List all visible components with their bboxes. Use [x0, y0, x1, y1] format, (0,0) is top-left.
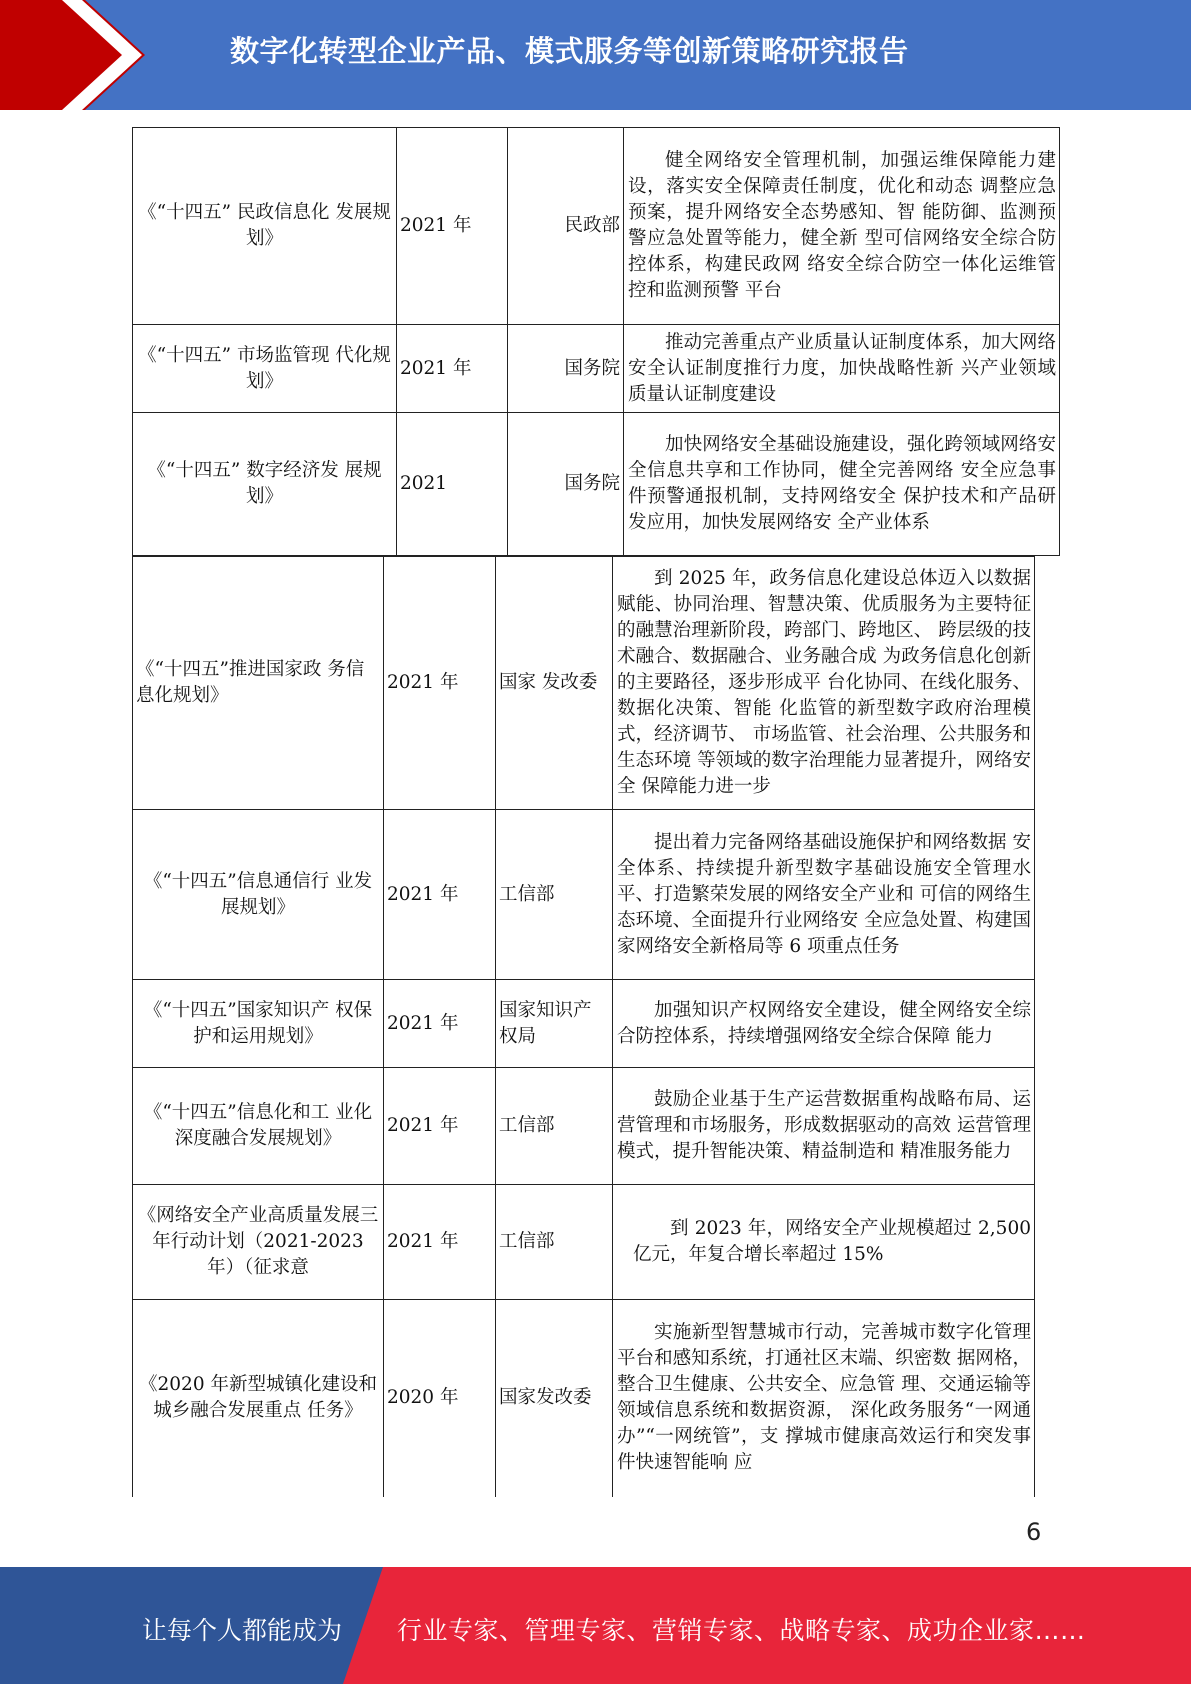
policy-name: 《“十四五” 市场监管现 代化规划》	[133, 325, 397, 413]
table-row	[133, 413, 1060, 556]
table-row	[133, 1300, 1035, 1497]
policy-table-top	[132, 127, 1060, 556]
policy-name: 《“十四五” 民政信息化 发展规划》	[133, 128, 397, 325]
policy-year: 2021 年	[384, 980, 496, 1068]
header-arrow-decoration	[0, 0, 150, 110]
policy-department: 工信部	[496, 1185, 613, 1300]
policy-description: 到 2025 年，政务信息化建设总体迈入以数据 赋能、协同治理、智慧决策、优质服务为主要特征的融慧治理新阶段，跨部门、跨地区、 跨层级的技术融合、数据融合、业务融合成 为政务信息化创新的主要路径，逐步形成平 台化协同、在线化服务、数据化决策、智能 化监管的新型数字政府治理模式，经济调节、 市场监管、社会治理、公共服务和生态环境 等领域的数字治理能力显著提升，网络安全 保障能力进一步	[613, 557, 1035, 810]
policy-department: 工信部	[496, 1068, 613, 1185]
policy-name: 《2020 年新型城镇化建设和城乡融合发展重点 任务》	[133, 1300, 384, 1497]
table-row	[133, 557, 1035, 810]
policy-description: 健全网络安全管理机制，加强运维保障能力建设，落实安全保障责任制度，优化和动态 调整应急预案，提升网络安全态势感知、智 能防御、监测预警应急处置等能力，健全新 型可信网络安全综合防控体系，构建民政网 络安全综合防空一体化运维管控和监测预警 平台	[624, 128, 1060, 325]
policy-department: 民政部	[508, 128, 624, 325]
policy-year: 2020 年	[384, 1300, 496, 1497]
table-row	[133, 810, 1035, 980]
policy-department: 国家 发改委	[496, 557, 613, 810]
table-row	[133, 1068, 1035, 1185]
policy-department: 国务院	[508, 413, 624, 556]
policy-department: 国家知识产权局	[496, 980, 613, 1068]
policy-year: 2021 年	[397, 128, 508, 325]
policy-department: 工信部	[496, 810, 613, 980]
policy-name: 《“十四五”国家知识产 权保护和运用规划》	[133, 980, 384, 1068]
policy-description: 提出着力完备网络基础设施保护和网络数据 安全体系、持续提升新型数字基础设施安全管理水平、打造繁荣发展的网络安全产业和 可信的网络生态环境、全面提升行业网络安 全应急处置、构建国家网络安全新格局等 6 项重点任务	[613, 810, 1035, 980]
policy-description: 加强知识产权网络安全建设，健全网络安全综合防控体系，持续增强网络安全综合保障 能力	[613, 980, 1035, 1068]
policy-description: 加快网络安全基础设施建设，强化跨领域网络安全信息共享和工作协同，健全完善网络 安全应急事件预警通报机制，支持网络安全 保护技术和产品研发应用，加快发展网络安 全产业体系	[624, 413, 1060, 556]
table-row	[133, 980, 1035, 1068]
policy-description: 推动完善重点产业质量认证制度体系，加大网络安全认证制度推行力度，加快战略性新 兴产业领域质量认证制度建设	[624, 325, 1060, 413]
policy-year: 2021 年	[384, 1185, 496, 1300]
policy-year: 2021 年	[384, 1068, 496, 1185]
policy-year: 2021 年	[384, 557, 496, 810]
table-row	[133, 325, 1060, 413]
policy-name: 《“十四五”推进国家政 务信息化规划》	[133, 557, 384, 810]
policy-description: 鼓励企业基于生产运营数据重构战略布局、运营管理和市场服务，形成数据驱动的高效 运营管理模式，提升智能决策、精益制造和 精准服务能力	[613, 1068, 1035, 1185]
policy-name: 《“十四五” 数字经济发 展规划》	[133, 413, 397, 556]
table-row	[133, 1185, 1035, 1300]
page-header	[0, 0, 1191, 110]
footer-slogan-left: 让每个人都能成为	[142, 1616, 343, 1645]
footer-slogan-right: 行业专家、管理专家、营销专家、战略专家、成功企业家……	[397, 1616, 1086, 1645]
policy-year: 2021 年	[384, 810, 496, 980]
policy-table-bottom	[132, 556, 1035, 1497]
policy-year: 2021 年	[397, 325, 508, 413]
policy-department: 国务院	[508, 325, 624, 413]
report-title: 数字化转型企业产品、模式服务等创新策略研究报告	[230, 34, 909, 68]
policy-year: 2021	[397, 413, 508, 556]
policy-name: 《“十四五”信息化和工 业化深度融合发展规划》	[133, 1068, 384, 1185]
policy-name: 《“十四五”信息通信行 业发展规划》	[133, 810, 384, 980]
policy-description: 实施新型智慧城市行动，完善城市数字化管理平台和感知系统，打通社区末端、织密数 据网格，整合卫生健康、公共安全、应急管 理、交通运输等领域信息系统和数据资源， 深化政务服务“一网通办”“一网统管”，支 撑城市健康高效运行和突发事件快速智能响 应	[613, 1300, 1035, 1497]
policy-name: 《网络安全产业高质量发展三年行动计划（2021-2023 年）（征求意	[133, 1185, 384, 1300]
table-row	[133, 128, 1060, 325]
policy-department: 国家发改委	[496, 1300, 613, 1497]
page-number: 6	[1026, 1518, 1042, 1546]
policy-description: 到 2023 年，网络安全产业规模超过 2,500 亿元，年复合增长率超过 15%	[613, 1185, 1035, 1300]
